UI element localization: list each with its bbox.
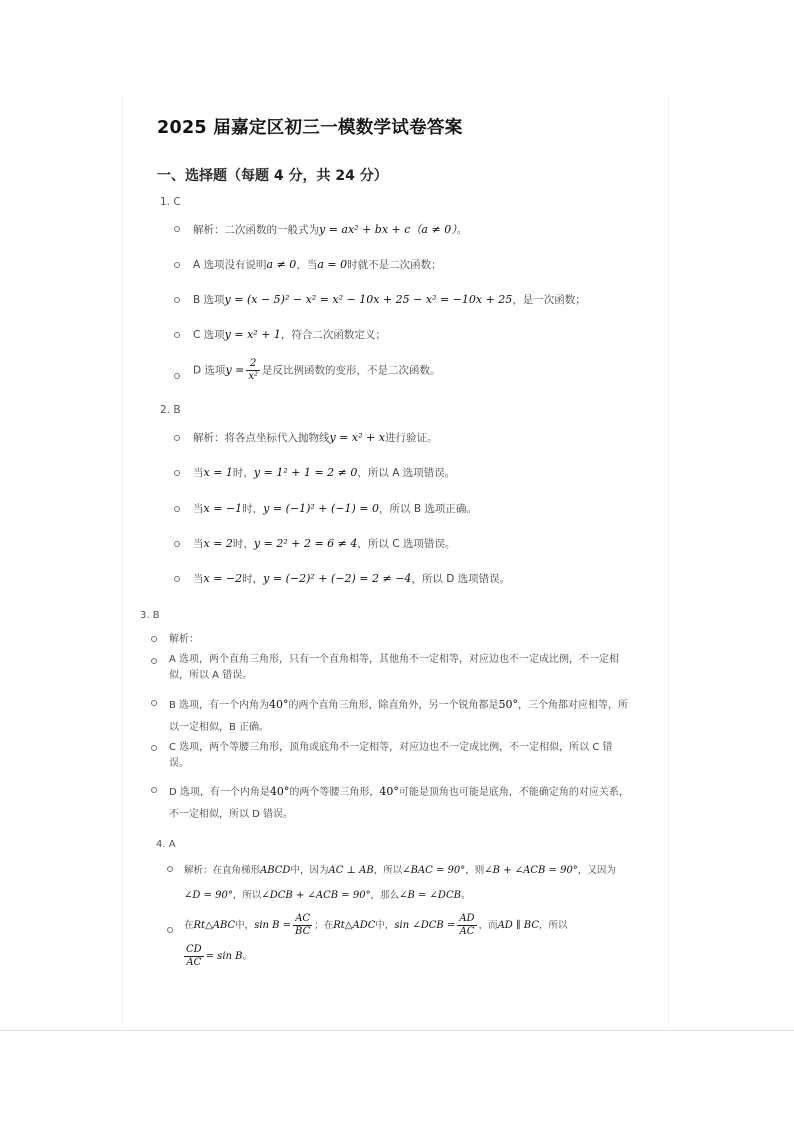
- numerator: CD: [186, 944, 202, 955]
- list-item: [169, 781, 629, 826]
- text: B 选项: [193, 294, 225, 306]
- numerator: AD: [459, 913, 475, 924]
- text: 当: [193, 573, 204, 585]
- question-answer: A: [168, 839, 176, 850]
- math: 50°: [498, 698, 519, 711]
- math: ABCD: [260, 865, 291, 876]
- math: ∠B = ∠DCB: [399, 890, 461, 901]
- math: ∠B + ∠ACB = 90°: [484, 865, 578, 876]
- math: y = x² + 1: [224, 328, 281, 341]
- text: ，又因为: [577, 865, 616, 876]
- list-item: [193, 327, 386, 342]
- bullet-icon: [151, 658, 157, 664]
- list-item: [169, 652, 619, 684]
- bullet-icon: [174, 297, 180, 303]
- math: AD ∥ BC: [497, 920, 539, 931]
- list-item: [169, 740, 613, 772]
- math: y = ax² + bx + c（a ≠ 0）: [319, 223, 457, 236]
- text: 可能是顶角也可能是底角，不能确定角的对应关系，: [398, 787, 629, 798]
- math: ∠D = 90°: [184, 890, 233, 901]
- list-item: [193, 571, 510, 586]
- text: C 选项: [193, 329, 225, 341]
- bullet-icon: [151, 745, 157, 751]
- math: 40°: [269, 698, 289, 711]
- text: 当: [193, 503, 204, 515]
- text-line: [169, 781, 629, 804]
- question-answer: B: [173, 404, 181, 416]
- question-answer: C: [173, 196, 181, 208]
- question-2: [160, 404, 181, 416]
- math: 40°: [379, 785, 399, 798]
- math: x = 1: [203, 466, 233, 479]
- question-number: 1.: [160, 196, 171, 208]
- text-line: 误。: [169, 758, 189, 769]
- list-item: [193, 430, 437, 445]
- text: 中，因为: [290, 865, 329, 876]
- text-line: 以一定相似，B 正确。: [169, 722, 270, 733]
- section-heading: 一、选择题（每题 4 分，共 24 分）: [157, 168, 388, 184]
- bullet-icon: [174, 576, 180, 582]
- bullet-icon: [151, 787, 157, 793]
- text: ；在: [314, 920, 334, 931]
- math: ∠DCB + ∠ACB = 90°: [261, 890, 371, 901]
- text-line: [184, 883, 616, 908]
- bullet-icon: [174, 470, 180, 476]
- text: ，所以 B 选项正确。: [379, 503, 477, 515]
- text: 解析：将各点坐标代入抛物线: [193, 432, 330, 444]
- text: ，所以: [232, 890, 262, 901]
- page-right-edge: [668, 95, 669, 1025]
- text: ，当: [296, 259, 318, 271]
- text: 中，: [235, 920, 255, 931]
- math: sin B =: [254, 920, 292, 931]
- text-line: [184, 858, 616, 883]
- denominator: BC: [295, 926, 311, 937]
- fraction: [293, 913, 312, 938]
- list-item: [193, 257, 442, 272]
- list-item: [169, 694, 628, 739]
- list-item: [193, 358, 441, 383]
- text: 。: [456, 224, 468, 236]
- math: x = −2: [203, 572, 243, 585]
- text: A 选项没有说明: [193, 259, 267, 271]
- text-line: C 选项，两个等腰三角形，顶角或底角不一定相等，对应边也不一定成比例，不一定相似，所以 C 错: [169, 742, 613, 753]
- text: D 选项，有一个内角是: [169, 787, 270, 798]
- math: ∠BAC = 90°: [402, 865, 466, 876]
- text: ，所以: [373, 865, 403, 876]
- text: ，所以: [538, 920, 568, 931]
- text: B 选项，有一个内角为: [169, 700, 270, 711]
- page-left-edge: [122, 95, 123, 1025]
- text: ，是一次函数；: [512, 294, 586, 306]
- math: x = −1: [203, 502, 243, 515]
- text: 在: [184, 920, 194, 931]
- bullet-icon: [174, 332, 180, 338]
- question-1: [160, 196, 181, 208]
- page-bottom-divider: [0, 1030, 794, 1031]
- denominator: AC: [459, 926, 475, 937]
- text: ，所以 C 选项错误。: [357, 538, 456, 550]
- text: 是反比例函数的变形，不是二次函数。: [262, 364, 441, 377]
- text: 时就不是二次函数；: [347, 259, 442, 271]
- text: 时，: [232, 467, 254, 479]
- text: 的两个等腰三角形，: [289, 787, 380, 798]
- text: ，所以 D 选项错误。: [411, 573, 511, 585]
- text-line: 不一定相似，所以 D 错误。: [169, 809, 294, 820]
- text-line: A 选项，两个直角三角形，只有一个直角相等，其他角不一定相等，对应边也不一定成比例，不一定相: [169, 654, 620, 665]
- bullet-icon: [174, 506, 180, 512]
- numerator: AC: [293, 913, 312, 926]
- text-line: 似，所以 A 错误。: [169, 670, 253, 681]
- text: ，三个角都对应相等，所: [518, 700, 629, 711]
- math: y =: [225, 363, 245, 377]
- list-item: [193, 501, 477, 516]
- bullet-icon: [151, 700, 157, 706]
- text-line: [184, 913, 568, 938]
- text: ，那么: [370, 890, 400, 901]
- text: 中，: [375, 920, 395, 931]
- text: D 选项: [193, 364, 226, 377]
- bullet-icon: [174, 226, 180, 232]
- text: 解析：在直角梯形: [184, 865, 261, 876]
- denominator: AC: [186, 957, 202, 968]
- text: 当: [193, 467, 204, 479]
- bullet-icon: [167, 927, 173, 933]
- list-item: [193, 292, 586, 307]
- list-item: [193, 465, 455, 480]
- text: ，所以 A 选项错误。: [357, 467, 456, 479]
- fraction: [184, 944, 204, 969]
- math: Rt△ADC: [333, 920, 376, 931]
- math: y = (−1)² + (−1) = 0: [263, 502, 379, 515]
- math: y = (−2)² + (−2) = 2 ≠ −4: [263, 572, 412, 585]
- text: 进行验证。: [384, 432, 438, 444]
- question-4: [156, 839, 176, 850]
- text: 时，: [242, 573, 264, 585]
- bullet-icon: [174, 373, 180, 379]
- bullet-icon: [174, 435, 180, 441]
- text-line: [169, 694, 628, 717]
- text-line: [184, 944, 568, 969]
- text: 的两个直角三角形，除直角外，另一个锐角都是: [288, 700, 499, 711]
- math: y = 1² + 1 = 2 ≠ 0: [253, 466, 358, 479]
- question-number: 3.: [140, 610, 150, 621]
- question-number: 4.: [156, 839, 166, 850]
- denominator: x²: [248, 371, 259, 382]
- list-item: [193, 536, 455, 551]
- list-item: 解析：: [169, 634, 199, 645]
- text: 。: [460, 890, 471, 901]
- list-item: [193, 221, 467, 237]
- math: a = 0: [317, 258, 348, 271]
- list-item: [184, 858, 616, 908]
- text: ，而: [478, 920, 498, 931]
- bullet-icon: [174, 541, 180, 547]
- text: 。: [242, 951, 253, 962]
- question-answer: B: [152, 610, 160, 621]
- math: y = (x − 5)² − x² = x² − 10x + 25 − x² = −10x + 25: [224, 293, 513, 306]
- math: x = 2: [203, 537, 233, 550]
- bullet-icon: [151, 636, 157, 642]
- text: 解析：二次函数的一般式为: [193, 224, 319, 236]
- fraction: [246, 358, 260, 383]
- math: a ≠ 0: [266, 258, 297, 271]
- question-3: [140, 610, 160, 621]
- math: = sin B: [205, 951, 243, 962]
- math: 40°: [269, 785, 290, 798]
- text: 时，: [232, 538, 254, 550]
- question-number: 2.: [160, 404, 171, 416]
- text: ，符合二次函数定义；: [280, 329, 386, 341]
- bullet-icon: [167, 866, 173, 872]
- text: ，则: [465, 865, 485, 876]
- math: y = x² + x: [329, 431, 385, 444]
- document-title: 2025 届嘉定区初三一模数学试卷答案: [157, 118, 463, 138]
- math: sin ∠DCB =: [394, 920, 456, 931]
- bullet-icon: [174, 262, 180, 268]
- math: AC ⊥ AB: [328, 865, 374, 876]
- list-item: [184, 913, 568, 969]
- text: 当: [193, 538, 204, 550]
- math: y = 2² + 2 = 6 ≠ 4: [253, 537, 358, 550]
- text: 时，: [242, 503, 264, 515]
- numerator: 2: [246, 358, 260, 371]
- math: Rt△ABC: [193, 920, 236, 931]
- fraction: [457, 913, 476, 938]
